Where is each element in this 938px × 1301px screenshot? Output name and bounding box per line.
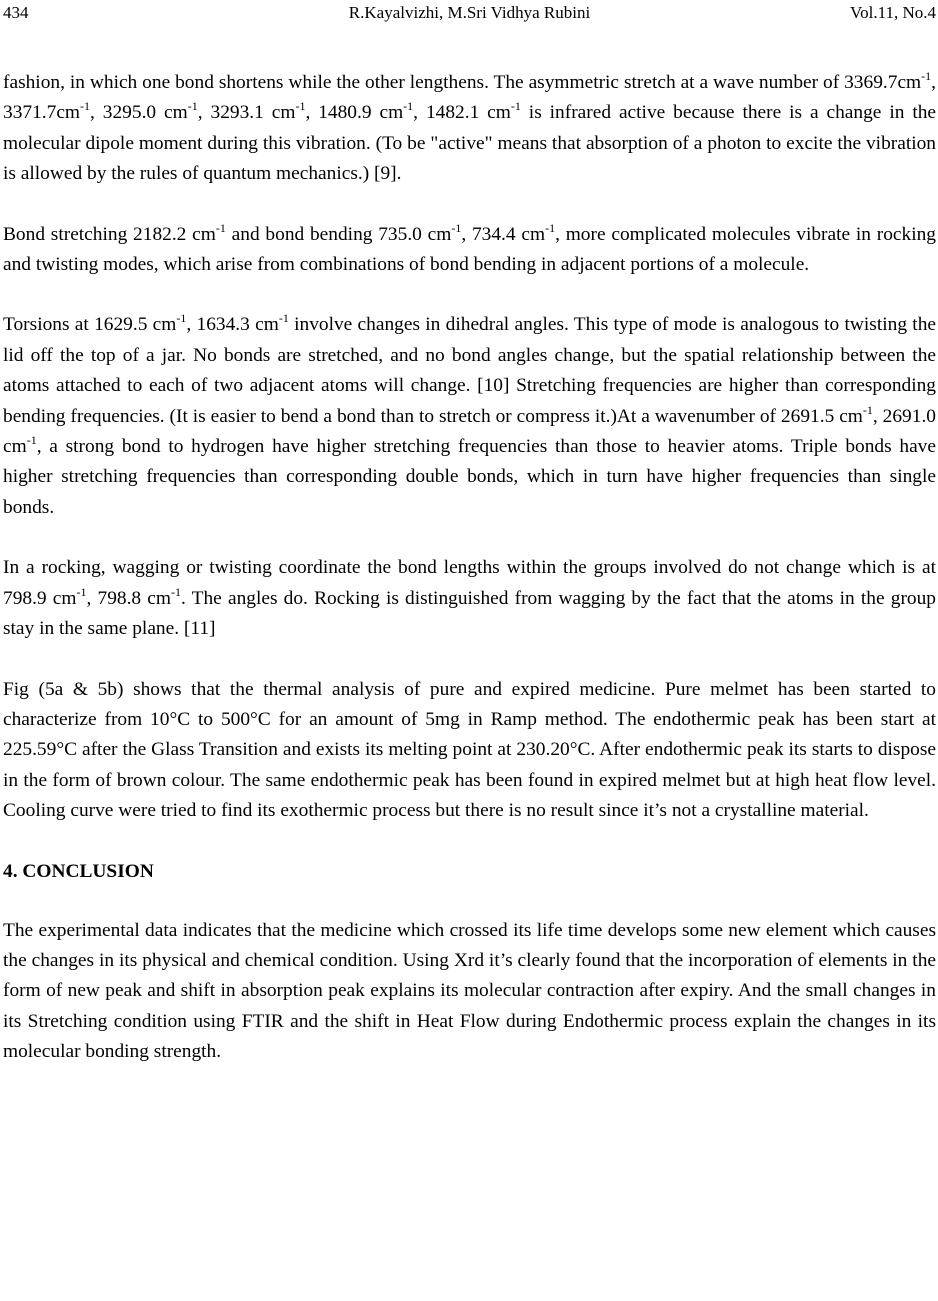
superscript: -1 [215,220,226,235]
text-run: and bond bending 735.0 cm [225,223,452,245]
superscript: -1 [921,69,932,83]
superscript: -1 [26,433,37,448]
header-authors: R.Kayalvizhi, M.Sri Vidhya Rubini [348,3,591,22]
text-run: , 3295.0 cm [90,102,188,124]
text-run: fashion, in which one bond shortens while the other lengthens. The asymmetric stretch at a wave number of 3369.7cm [3,72,922,93]
superscript: -1 [80,99,91,114]
text-run: Bond stretching 2182.2 cm [3,223,216,245]
text-run: , 734.4 cm [461,223,546,245]
paragraph-thermal-analysis: Fig (5a & 5b) shows that the thermal analysis of pure and expired medicine. Pure melmet has been started to characterize from 10°C to 500°C for an amount of 5mg in Ramp method. The endothermic peak has been start at 225.59°C after the Glass Transition and exists its melting point at 230.20°C. After endothermic peak its starts to dispose in the form of brown colour. The same endothermic peak has been found in expired melmet but at high heat flow level. Cooling curve were tried to find its exothermic process but there is no result since it’s not a crystalline material. [3,678,936,822]
text-run: , 3293.1 cm [197,102,296,124]
text-run: , more complicated molecules vibrate in rocking and twisting modes, which arise from combinations of bond bending in adjacent portions of a molecule. [3,223,936,276]
text-run: , a strong bond to hydrogen have higher stretching frequencies than those to heavier atoms. Triple bonds have higher stretching frequencies than corresponding double bonds, which in turn have higher frequencies than single bonds. [3,436,936,518]
text-run: , 1480.9 cm [305,102,404,124]
superscript: -1 [170,584,181,599]
superscript: -1 [278,311,289,326]
text-run: , 798.8 cm [86,587,171,609]
paragraph-bond-stretching [3,220,936,281]
page-number: 434 [3,3,29,22]
paragraph-rocking-wagging [3,553,936,644]
section-heading-conclusion: 4. CONCLUSION [3,860,154,882]
running-header [3,2,936,24]
paragraph-asymmetric-stretch [3,68,936,190]
superscript: -1 [176,311,187,326]
paper-page [3,0,936,1301]
text-run: is infrared active because there is a change in the molecular dipole moment during this vibration. (To be "active" means that absorption of a photon to excite the vibration is allowed by the rules of quantum mechanics.) [9]. [3,102,937,185]
body-text [3,68,936,1098]
superscript: -1 [76,584,87,599]
superscript: -1 [295,99,306,114]
superscript: -1 [187,99,198,114]
paragraph-torsions [3,310,936,523]
text-run: Torsions at 1629.5 cm [3,314,177,336]
text-run: , 1482.1 cm [413,102,511,124]
paragraph-conclusion: The experimental data indicates that the medicine which crossed its life time develops some new element which causes the changes in its physical and chemical condition. Using Xrd it’s clearly found that the incorporation of elements in the form of new peak and shift in absorption peak explains its molecular contraction after expiry. And the small changes in its Stretching condition using FTIR and the shift in Heat Flow during Endothermic process explain the changes in its molecular bonding strength. [3,919,936,1063]
text-run: , 3371.7cm [3,72,936,124]
text-run: involve changes in dihedral angles. This type of mode is analogous to twisting the lid off the top of a jar. No bonds are stretched, and no bond angles change, but the spatial relationship between the atoms attached to each of two adjacent atoms will change. [10] Stretching frequencies are higher than corresponding bending frequencies. (It is easier to bend a bond than to stretch or compress it.)At a wavenumber of 2691.5 cm [3,314,936,427]
text-run: , 1634.3 cm [186,314,279,336]
text-run: . The angles do. Rocking is distinguished from wagging by the fact that the atoms in the group stay in the same plane. [11] [3,587,936,640]
superscript: -1 [451,220,462,235]
text-run: , 2691.0 cm [3,405,936,458]
superscript: -1 [510,99,521,114]
text-run: In a rocking, wagging or twisting coordinate the bond lengths within the groups involved do not change which is at 798.9 cm [3,557,936,609]
superscript: -1 [862,402,873,417]
superscript: -1 [545,220,556,235]
superscript: -1 [403,99,414,114]
header-volume: Vol.11, No.4 [850,3,936,22]
